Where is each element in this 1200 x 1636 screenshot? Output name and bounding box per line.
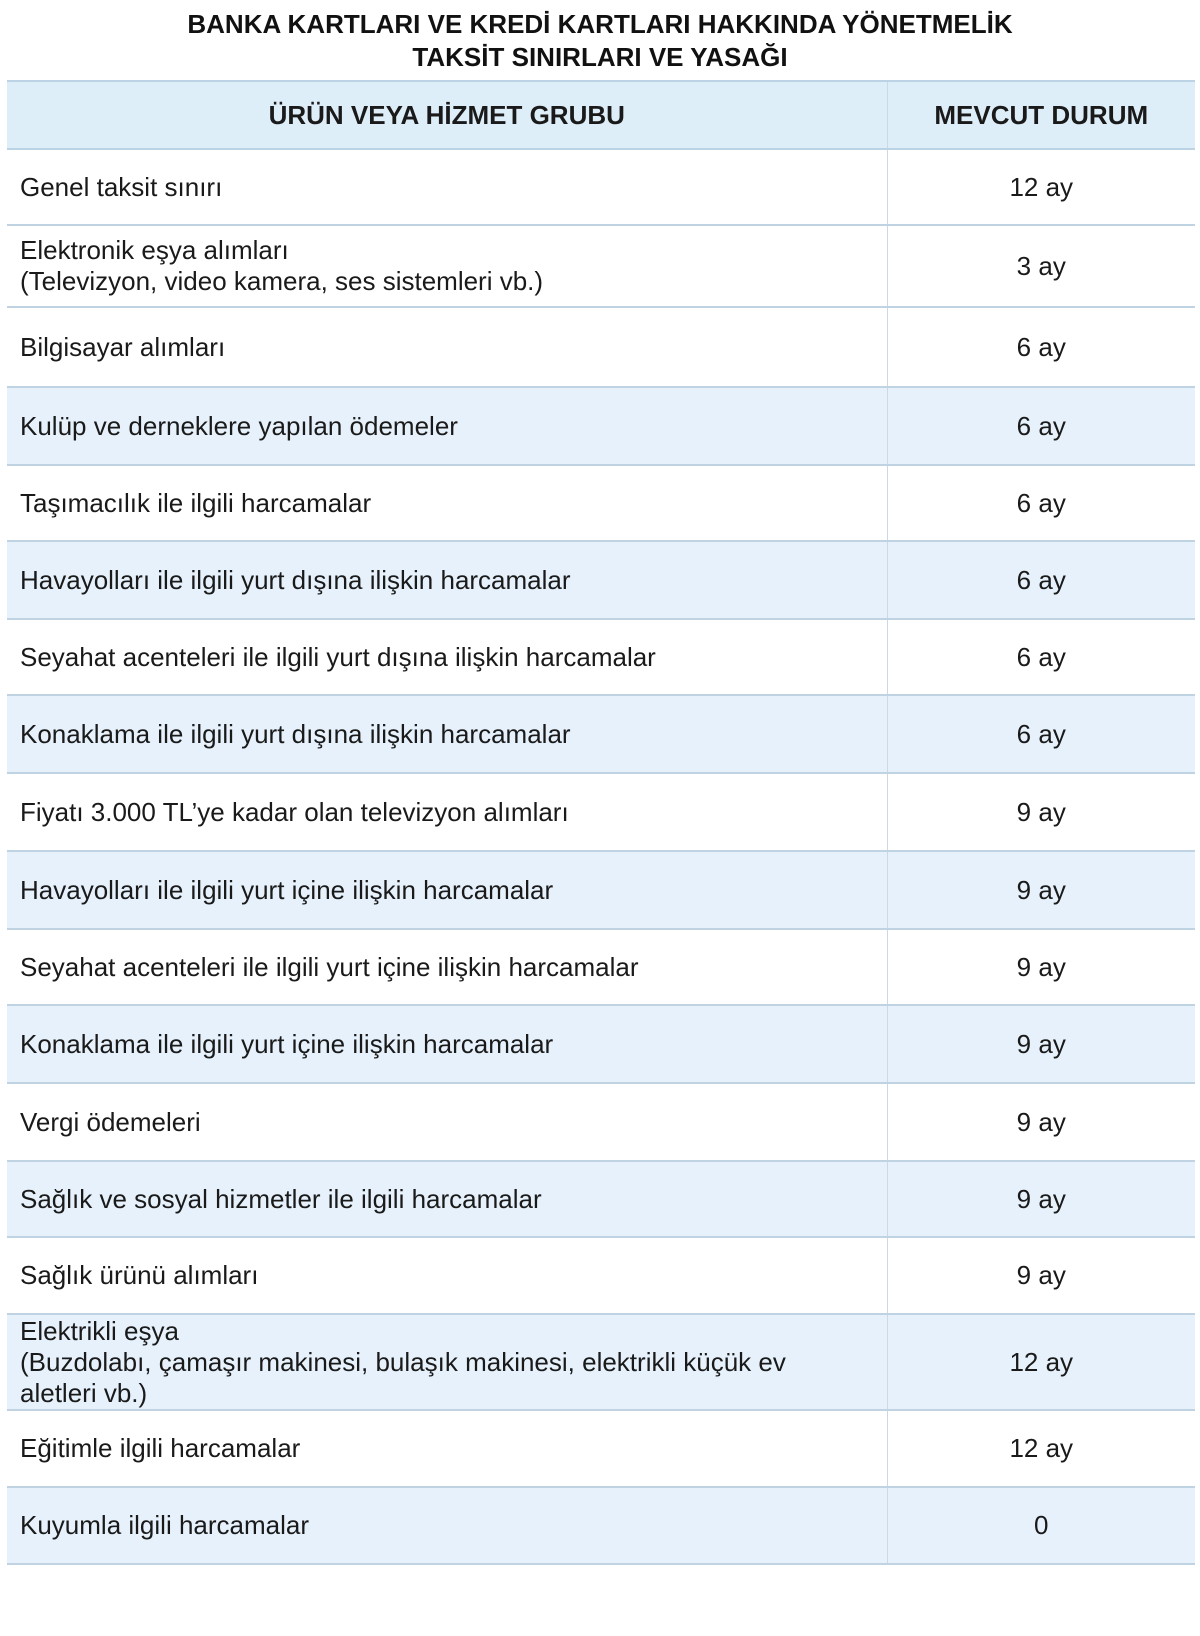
table-row — [7, 1410, 1195, 1487]
current-status-cell: 12 ay — [887, 1410, 1195, 1487]
product-group-cell — [7, 695, 887, 773]
document-title — [0, 8, 1200, 74]
current-status-cell: 6 ay — [887, 541, 1195, 619]
product-group-text: Seyahat acenteleri ile ilgili yurt içine ilişkin harcamalar — [20, 951, 639, 982]
table-row — [7, 149, 1195, 225]
title-line-2: TAKSİT SINIRLARI VE YASAĞI — [412, 42, 788, 72]
product-group-cell — [7, 307, 887, 387]
product-group-header: ÜRÜN VEYA HİZMET GRUBU — [7, 81, 887, 149]
header-row — [7, 81, 1195, 149]
product-group-text: Havayolları ile ilgili yurt dışına ilişkin harcamalar — [20, 564, 571, 595]
product-group-text: Konaklama ile ilgili yurt içine ilişkin harcamalar — [20, 1028, 554, 1059]
current-status-cell: 6 ay — [887, 619, 1195, 695]
product-group-cell — [7, 1410, 887, 1487]
current-status-cell: 9 ay — [887, 773, 1195, 851]
table-row — [7, 851, 1195, 929]
current-status-cell: 3 ay — [887, 225, 1195, 307]
product-group-text: Kuyumla ilgili harcamalar — [20, 1510, 309, 1540]
current-status-cell: 9 ay — [887, 1005, 1195, 1083]
product-group-text: Fiyatı 3.000 TL’ye kadar olan televizyon alımları — [20, 796, 569, 827]
table-row — [7, 225, 1195, 307]
current-status-header: MEVCUT DURUM — [887, 81, 1195, 149]
table-row — [7, 1237, 1195, 1314]
product-group-cell — [7, 1487, 887, 1564]
current-status-cell: 9 ay — [887, 1083, 1195, 1161]
product-group-text: Seyahat acenteleri ile ilgili yurt dışına ilişkin harcamalar — [20, 641, 656, 672]
product-group-cell — [7, 1314, 887, 1410]
table-row — [7, 619, 1195, 695]
current-status-cell: 6 ay — [887, 695, 1195, 773]
current-status-cell: 0 — [887, 1487, 1195, 1564]
table-row — [7, 695, 1195, 773]
table-row — [7, 1005, 1195, 1083]
product-group-cell — [7, 1237, 887, 1314]
product-group-cell — [7, 619, 887, 695]
installment-limits-table — [7, 80, 1195, 1565]
table-body — [7, 149, 1195, 1564]
current-status-cell: 9 ay — [887, 929, 1195, 1005]
current-status-cell: 9 ay — [887, 1161, 1195, 1237]
table-row — [7, 307, 1195, 387]
table-row — [7, 773, 1195, 851]
product-group-text: Sağlık ve sosyal hizmetler ile ilgili harcamalar — [20, 1183, 542, 1214]
table-row — [7, 465, 1195, 541]
product-group-text: (Televizyon, video kamera, ses sistemleri vb.) — [20, 266, 544, 296]
current-status-cell: 9 ay — [887, 851, 1195, 929]
product-group-cell — [7, 149, 887, 225]
product-group-text: aletleri vb.) — [20, 1377, 148, 1408]
product-group-text: Taşımacılık ile ilgili harcamalar — [20, 487, 372, 518]
product-group-text: Kulüp ve derneklere yapılan ödemeler — [20, 410, 458, 441]
current-status-cell: 9 ay — [887, 1237, 1195, 1314]
current-status-cell: 6 ay — [887, 465, 1195, 541]
table-row — [7, 541, 1195, 619]
product-group-text: Sağlık ürünü alımları — [20, 1260, 259, 1290]
product-group-text: Vergi ödemeleri — [20, 1106, 201, 1137]
product-group-text: Eğitimle ilgili harcamalar — [20, 1433, 301, 1463]
table-row — [7, 1314, 1195, 1410]
current-status-cell: 6 ay — [887, 307, 1195, 387]
product-group-cell — [7, 387, 887, 465]
product-group-cell — [7, 225, 887, 307]
product-group-text: Konaklama ile ilgili yurt dışına ilişkin harcamalar — [20, 718, 571, 749]
title-line-1: BANKA KARTLARI VE KREDİ KARTLARI HAKKINDA YÖNETMELİK — [187, 9, 1013, 39]
table-header — [7, 81, 1195, 149]
product-group-text: Elektrikli eşya — [20, 1315, 179, 1346]
current-status-cell: 6 ay — [887, 387, 1195, 465]
product-group-cell — [7, 1005, 887, 1083]
table-row — [7, 929, 1195, 1005]
table-row — [7, 1487, 1195, 1564]
table-row — [7, 1083, 1195, 1161]
current-status-cell: 12 ay — [887, 149, 1195, 225]
current-status-cell: 12 ay — [887, 1314, 1195, 1410]
table-row — [7, 387, 1195, 465]
product-group-cell — [7, 1083, 887, 1161]
product-group-cell — [7, 929, 887, 1005]
table-row — [7, 1161, 1195, 1237]
product-group-text: Elektronik eşya alımları — [20, 235, 289, 265]
product-group-text: Genel taksit sınırı — [20, 171, 223, 202]
product-group-cell — [7, 541, 887, 619]
product-group-text: Bilgisayar alımları — [20, 331, 226, 362]
product-group-cell — [7, 773, 887, 851]
product-group-text: (Buzdolabı, çamaşır makinesi, bulaşık makinesi, elektrikli küçük ev — [20, 1346, 786, 1377]
product-group-text: Havayolları ile ilgili yurt içine ilişkin harcamalar — [20, 874, 554, 905]
product-group-cell — [7, 851, 887, 929]
product-group-cell — [7, 465, 887, 541]
product-group-cell — [7, 1161, 887, 1237]
